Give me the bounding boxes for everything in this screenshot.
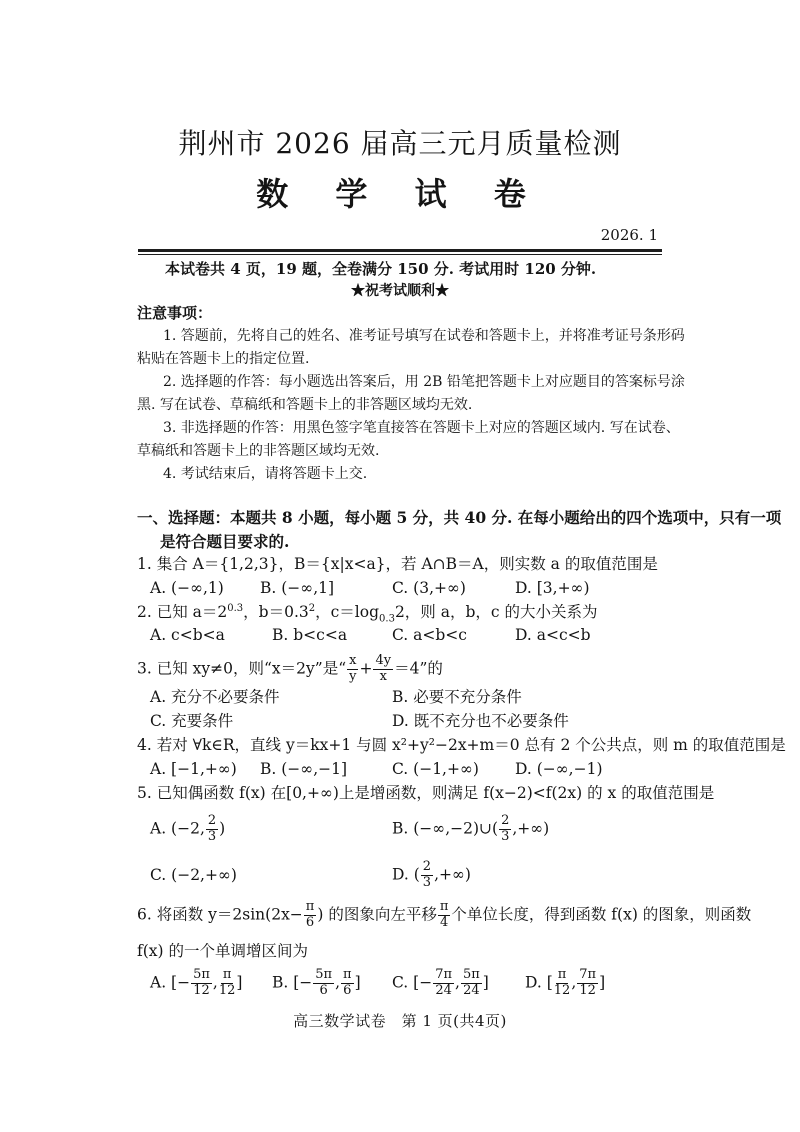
- question-2-option-c: C. a<b<c: [392, 626, 467, 644]
- question-6-option-c: C. [− $\frac{7\pi}{24}$ , $\frac{5\pi}{24}$ ]: [392, 967, 489, 998]
- question-6-option-d: D. [ $\frac{\pi}{12}$ , $\frac{7\pi}{12}$ ]: [525, 967, 606, 998]
- question-3-option-a: A. 充分不必要条件: [150, 688, 280, 706]
- question-1-option-b: B. (−∞,1]: [260, 579, 335, 597]
- page-footer: 高三数学试卷 第 1 页(共4页): [293, 1012, 507, 1030]
- notice-1-line-1: 1. 答题前，先将自己的姓名、准考证号填写在试卷和答题卡上，并将准考证号条形码: [163, 328, 685, 344]
- question-3-option-d: D. 既不充分也不必要条件: [392, 712, 569, 730]
- section-1-heading-line-2: 是符合题目要求的.: [160, 532, 290, 551]
- notice-3-line-2: 草稿纸和答题卡上的非答题区域均无效.: [137, 443, 380, 459]
- question-5-option-c: C. (−2,+∞): [150, 866, 237, 884]
- question-1-option-a: A. (−∞,1): [150, 579, 224, 597]
- question-5-option-a: A. (−2, $\frac{2}{3}$ ): [150, 813, 226, 844]
- question-5-stem: 5. 已知偶函数 f(x) 在[0,+∞)上是增函数，则满足 f(x−2)<f(2x) 的 x 的取值范围是: [137, 784, 715, 802]
- notice-2-line-1: 2. 选择题的作答：每小题选出答案后，用 2B 铅笔把答题卡上对应题目的答案标号涂: [163, 374, 685, 390]
- notice-1-line-2: 粘贴在答题卡上的指定位置.: [137, 351, 310, 367]
- question-2-option-d: D. a<c<b: [515, 626, 591, 644]
- question-2-option-b: B. b<c<a: [272, 626, 348, 644]
- question-6-stem-line-1: 6. 将函数 y＝2sin(2x− $\frac{\pi}{6}$ ) 的图象向左平移 $\frac{\pi}{4}$ 个单位长度，得到函数 f(x) 的图象，则函数: [137, 899, 752, 930]
- question-4-option-a: A. [−1,+∞): [150, 760, 237, 778]
- header-divider-thick: [138, 249, 662, 252]
- exam-title: 荆州市 2026 届高三元月质量检测: [178, 127, 622, 160]
- section-1-heading-line-1: 一、选择题：本题共 8 小题，每小题 5 分，共 40 分. 在每小题给出的四个选项中，只有一项: [137, 508, 782, 527]
- question-5-option-b: B. (−∞,−2)∪( $\frac{2}{3}$ ,+∞): [392, 813, 550, 844]
- question-3-option-b: B. 必要不充分条件: [392, 688, 522, 706]
- question-6-option-a: A. [− $\frac{5\pi}{12}$ , $\frac{\pi}{12}$ ]: [150, 967, 243, 998]
- question-6-stem-line-2: f(x) 的一个单调增区间为: [137, 942, 309, 960]
- question-4-option-d: D. (−∞,−1): [515, 760, 603, 778]
- notice-3-line-1: 3. 非选择题的作答：用黑色签字笔直接答在答题卡上对应的答题区域内. 写在试卷、: [163, 420, 680, 436]
- question-3-stem: 3. 已知 xy≠0，则“x＝2y”是“ $\frac{x}{y}$ + $\frac{4y}{x}$ ＝4”的: [137, 653, 443, 684]
- notice-2-line-2: 黑. 写在试卷、草稿纸和答题卡上的非答题区域均无效.: [137, 397, 473, 413]
- notice-title: 注意事项：: [137, 304, 213, 322]
- question-2-stem: 2. 已知 $a=2^{0.3}$，$b=0.3^2$，$c=\log_{0.3}2$，则 a，b，c 的大小关系为: [137, 603, 598, 625]
- question-1-option-d: D. [3,+∞): [515, 579, 590, 597]
- question-4-option-c: C. (−1,+∞): [392, 760, 479, 778]
- question-3-option-c: C. 充要条件: [150, 712, 234, 730]
- question-2-option-a: A. c<b<a: [150, 626, 225, 644]
- header-divider-thin: [138, 254, 662, 255]
- notice-4: 4. 考试结束后，请将答题卡上交.: [163, 466, 368, 482]
- question-4-stem: 4. 若对 ∀k∈R，直线 y＝kx+1 与圆 x²+y²−2x+m＝0 总有 2 个公共点，则 m 的取值范围是: [137, 736, 786, 754]
- good-luck-note: ★祝考试顺利★: [351, 283, 449, 299]
- question-1-option-c: C. (3,+∞): [392, 579, 466, 597]
- question-6-option-b: B. [− $\frac{5\pi}{6}$ , $\frac{\pi}{6}$ ]: [272, 967, 361, 998]
- question-5-option-d: D. ( $\frac{2}{3}$ ,+∞): [392, 859, 471, 890]
- exam-date: 2026. 1: [600, 226, 658, 244]
- subject-title: 数 学 试 卷: [256, 175, 544, 213]
- question-1-stem: 1. 集合 A＝{1,2,3}，B＝{x|x<a}，若 A∩B＝A，则实数 a 的取值范围是: [137, 555, 658, 573]
- exam-info: 本试卷共 4 页，19 题，全卷满分 150 分. 考试用时 120 分钟.: [165, 260, 597, 278]
- question-4-option-b: B. (−∞,−1]: [260, 760, 348, 778]
